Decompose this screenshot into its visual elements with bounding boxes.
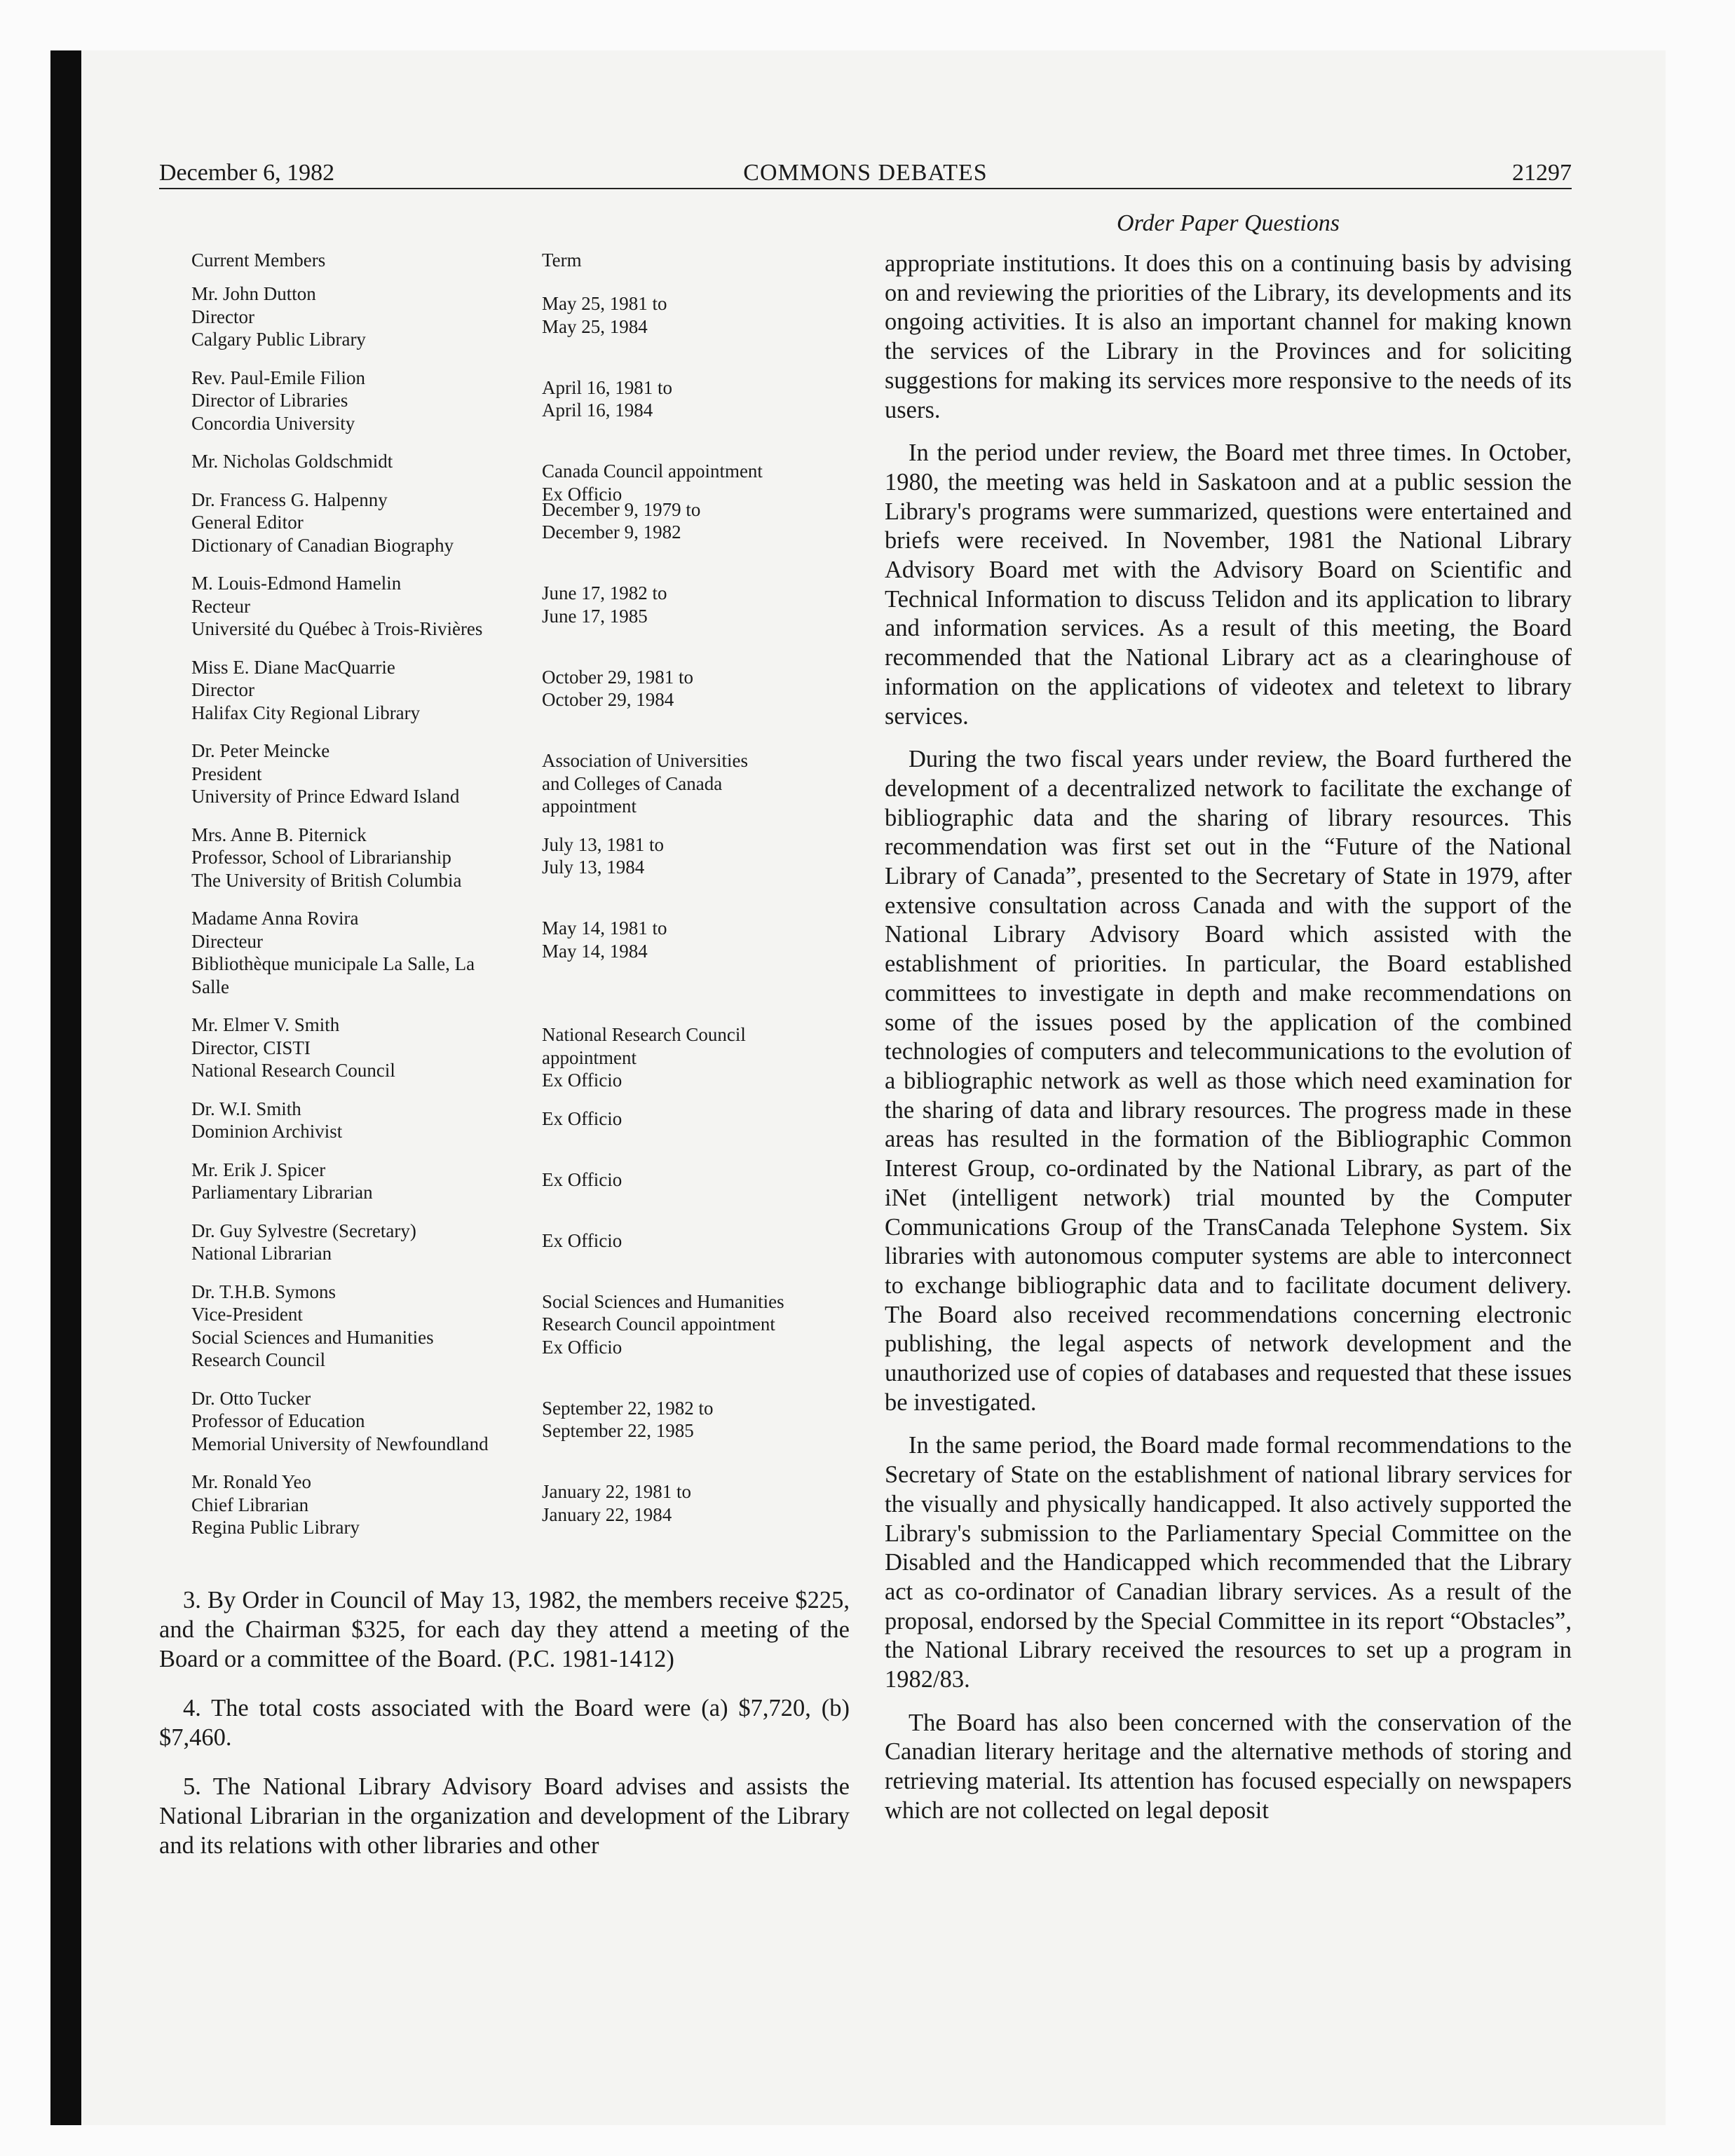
member-term-cell (542, 1023, 836, 1092)
paragraph: 4. The total costs associated with the Board were (a) $7,720, (b) $7,460. (159, 1695, 850, 1751)
member-term-line: Ex Officio (542, 1168, 622, 1190)
member-name-line: The University of British Columbia (191, 869, 462, 891)
member-name-line: National Research Council (191, 1060, 395, 1081)
table-row (191, 1014, 822, 1091)
paragraph: During the two fiscal years under review, the Board furthered the development of a decentralized network to facilitate the exchange of bibliographic data and the sharing of library resources. This recommendation was first set out in the “Future of the National Library of Canada”, presented to the Secretary of State in 1979, after extensive consultation across Canada and with the support of the National Library Advisory Board which assisted with the establishment of priorities. In particular, the Board established committees to investigate in depth and make recommendations on some of the issues posed by the application of the combined technologies of computers and telecommunications to the evolution of a bibliographic network as well as those which need examination for the sharing of data and library resources. The progress made in these areas has resulted in the formation of the Bibliographic Common Interest Group, co-ordinated by the National Library, as part of the iNet (intelligent network) trial mounted by the Computer Communications Group of the TransCanada Telephone System. Six libraries with autonomous computer systems are able to interconnect to exchange bibliographic data and to facilitate document delivery. The Board also received recommendations concerning electronic publishing, the legal aspects of network development and the unauthorized use of copies of databases and requested that these issues be investigated. (885, 746, 1572, 1416)
table-row (191, 907, 822, 998)
member-term-line: Ex Officio (542, 483, 622, 505)
member-name-line: Mrs. Anne B. Piternick (191, 824, 367, 845)
member-name-line: Director, CISTI (191, 1037, 311, 1058)
left-column-text (159, 1585, 850, 1880)
member-name-cell (191, 824, 528, 892)
scan-binding-edge (50, 50, 81, 2125)
member-term-cell (542, 498, 836, 544)
table-row (191, 367, 822, 435)
member-term-line: Ex Officio (542, 1107, 622, 1129)
column-header-term: Term (542, 250, 582, 271)
member-name-line: Calgary Public Library (191, 329, 366, 350)
member-name-line: Salle (191, 976, 229, 997)
member-name-cell (191, 572, 528, 641)
section-heading: Order Paper Questions (1117, 210, 1340, 236)
member-term-line: September 22, 1982 to (542, 1397, 714, 1419)
member-name-cell (191, 1159, 528, 1204)
member-name-cell (191, 489, 528, 557)
member-name-line: Rev. Paul-Emile Filion (191, 367, 365, 388)
paragraph: In the period under review, the Board met three times. In October, 1980, the meeting was held in Saskatoon and at a public session the Library's programs were summarized, questions were entertained and briefs were received. In November, 1981 the National Library Advisory Board met with the Advisory Board on Scientific and Technical Information to discuss Telidon and its application to library and information services. As a result of this meeting, the Board recommended that the National Library act as a clearinghouse of information on the applications of videotex and teletext to library services. (885, 439, 1572, 730)
member-name-line: Chief Librarian (191, 1494, 309, 1515)
member-name-line: Halifax City Regional Library (191, 702, 421, 723)
member-name-line: National Librarian (191, 1243, 332, 1264)
member-term-line: October 29, 1981 to (542, 666, 693, 688)
member-name-line: Mr. Ronald Yeo (191, 1471, 312, 1492)
member-term-line: October 29, 1984 (542, 689, 674, 710)
member-name-line: Social Sciences and Humanities (191, 1326, 434, 1348)
member-name-line: Université du Québec à Trois-Rivières (191, 618, 483, 639)
header-journal-title: COMMONS DEBATES (743, 160, 988, 186)
member-name-line: Research Council (191, 1349, 326, 1370)
member-name-cell (191, 282, 528, 351)
member-term-cell (542, 376, 836, 422)
member-name-line: Bibliothèque municipale La Salle, La (191, 953, 475, 974)
member-term-line: Ex Officio (542, 1070, 622, 1091)
column-header-members: Current Members (191, 250, 326, 271)
member-term-line: Association of Universities (542, 750, 748, 771)
member-term-cell (542, 666, 836, 711)
member-name-line: President (191, 763, 262, 784)
member-name-cell (191, 1281, 528, 1372)
table-row (191, 489, 822, 557)
member-name-line: Dr. Francess G. Halpenny (191, 489, 388, 510)
member-name-line: Directeur (191, 930, 263, 952)
member-term-line: April 16, 1984 (542, 400, 653, 421)
header-rule (159, 188, 1572, 189)
table-row (191, 824, 822, 892)
paragraph: The Board has also been concerned with the conservation of the Canadian literary heritage and the alternative methods of storing and retrieving material. Its attention has focused especially on newspapers which are not collected on legal deposit (885, 1709, 1572, 1824)
paragraph: In the same period, the Board made formal recommendations to the Secretary of State on the establishment of national library services for the visually and physically handicapped. It also actively supported the Library's submission to the Parliamentary Special Committee on the Disabled and the Handicapped which recommended that the Library act as co-ordinator of Canadian library services. As a result of the proposal, endorsed by the Special Committee in its report “Obstacles”, the National Library received the resources to set up a program in 1982/83. (885, 1432, 1572, 1693)
member-term-line: appointment (542, 796, 637, 817)
member-name-cell (191, 656, 528, 725)
member-name-line: Professor of Education (191, 1410, 365, 1431)
member-name-line: Dictionary of Canadian Biography (191, 534, 454, 556)
member-term-line: National Research Council (542, 1024, 746, 1045)
header-date: December 6, 1982 (159, 160, 335, 186)
member-name-line: Mr. Elmer V. Smith (191, 1014, 340, 1035)
member-term-cell (542, 833, 836, 879)
member-name-line: Dr. Peter Meincke (191, 740, 330, 761)
member-name-line: Vice-President (191, 1304, 303, 1325)
member-name-line: General Editor (191, 512, 304, 533)
member-term-line: Ex Officio (542, 1229, 622, 1251)
member-term-line: and Colleges of Canada (542, 772, 723, 794)
paragraph: 3. By Order in Council of May 13, 1982, the members receive $225, and the Chairman $325, for each day they attend a meeting of the Board or a committee of the Board. (P.C. 1981-1412) (159, 1587, 850, 1672)
member-term-line: July 13, 1981 to (542, 833, 665, 855)
member-name-line: Director of Libraries (191, 390, 348, 411)
table-row (191, 1159, 822, 1204)
member-term-cell (542, 1290, 836, 1359)
paragraph: 5. The National Library Advisory Board advises and assists the National Librarian in the organization and development of the Library and its relations with other libraries and other (159, 1773, 850, 1859)
member-term-line: December 9, 1982 (542, 521, 681, 543)
member-term-cell (542, 582, 836, 627)
member-term-line: June 17, 1985 (542, 605, 648, 627)
table-row (191, 1471, 822, 1539)
member-name-cell (191, 907, 528, 998)
member-name-cell (191, 1014, 528, 1082)
table-row (191, 1387, 822, 1456)
member-term-cell (542, 1397, 836, 1442)
member-name-line: Miss E. Diane MacQuarrie (191, 656, 395, 678)
member-name-cell (191, 1098, 528, 1143)
member-term-line: Canada Council appointment (542, 460, 763, 482)
member-term-line: May 14, 1981 to (542, 917, 667, 939)
member-name-line: Director (191, 679, 254, 700)
member-name-cell (191, 367, 528, 435)
table-row (191, 739, 822, 817)
member-term-line: Research Council appointment (542, 1314, 775, 1335)
member-name-cell (191, 739, 528, 808)
member-term-line: January 22, 1981 to (542, 1481, 691, 1502)
member-name-line: Memorial University of Newfoundland (191, 1433, 489, 1454)
member-term-cell (542, 1229, 836, 1253)
member-name-line: Parliamentary Librarian (191, 1182, 373, 1203)
table-row (191, 656, 822, 725)
member-name-line: Dr. Guy Sylvestre (Secretary) (191, 1220, 416, 1241)
table-row (191, 572, 822, 641)
member-name-line: M. Louis-Edmond Hamelin (191, 573, 402, 594)
member-term-cell (542, 1480, 836, 1526)
member-name-cell (191, 1471, 528, 1539)
member-name-line: Dr. T.H.B. Symons (191, 1281, 336, 1302)
table-row (191, 1098, 822, 1143)
member-name-line: Dominion Archivist (191, 1121, 343, 1142)
member-name-line: Recteur (191, 595, 250, 617)
member-name-line: Mr. Nicholas Goldschmidt (191, 451, 393, 472)
members-table-header (191, 249, 822, 282)
member-term-cell (542, 749, 836, 818)
member-name-cell (191, 1387, 528, 1456)
member-term-line: September 22, 1985 (542, 1420, 694, 1441)
member-name-line: Concordia University (191, 412, 355, 434)
member-term-cell (542, 1168, 836, 1192)
header-page-number: 21297 (1512, 160, 1572, 186)
member-name-line: University of Prince Edward Island (191, 786, 460, 807)
member-name-line: Regina Public Library (191, 1517, 360, 1538)
member-term-line: Ex Officio (542, 1336, 622, 1358)
members-table (191, 249, 822, 1555)
member-term-line: May 14, 1984 (542, 940, 648, 962)
member-term-line: appointment (542, 1046, 637, 1068)
member-name-line: Director (191, 306, 254, 327)
member-term-line: June 17, 1982 to (542, 582, 667, 603)
member-name-line: Dr. W.I. Smith (191, 1098, 301, 1119)
member-name-line: Professor, School of Librarianship (191, 847, 451, 868)
members-table-body (191, 282, 822, 1539)
member-term-cell (542, 1107, 836, 1131)
table-row (191, 282, 822, 351)
member-term-cell (542, 292, 836, 338)
member-term-line: May 25, 1984 (542, 315, 648, 337)
member-term-line: April 16, 1981 to (542, 376, 672, 398)
member-term-line: January 22, 1984 (542, 1503, 672, 1525)
member-name-cell (191, 1220, 528, 1265)
paragraph: appropriate institutions. It does this on a continuing basis by advising on and reviewing the priorities of the Library, its developments and its ongoing activities. It is also an important channel for making known the services of the Library in the Provinces and for soliciting suggestions for making its services more responsive to the needs of its users. (885, 250, 1572, 423)
member-name-line: Madame Anna Rovira (191, 908, 359, 929)
table-row (191, 1281, 822, 1372)
member-term-line: July 13, 1984 (542, 857, 645, 878)
member-name-cell (191, 450, 528, 473)
table-row (191, 1220, 822, 1265)
member-term-line: Social Sciences and Humanities (542, 1290, 784, 1312)
member-term-line: May 25, 1981 to (542, 293, 667, 314)
right-column-text (885, 250, 1572, 1840)
member-term-line: December 9, 1979 to (542, 498, 701, 520)
member-name-line: Mr. Erik J. Spicer (191, 1159, 326, 1180)
member-name-line: Mr. John Dutton (191, 283, 316, 304)
member-term-cell (542, 917, 836, 962)
member-name-line: Dr. Otto Tucker (191, 1387, 311, 1409)
